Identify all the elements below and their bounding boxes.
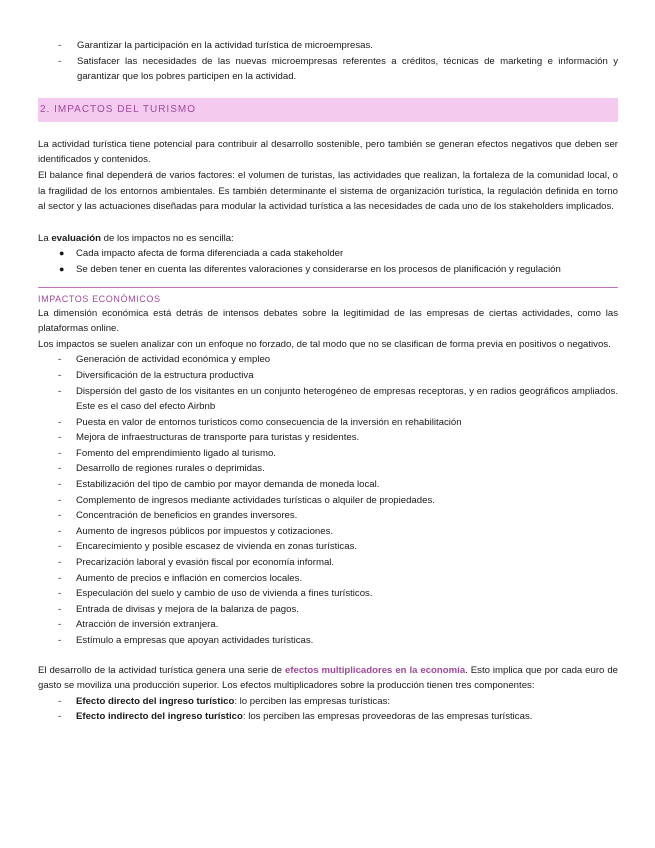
evaluation-intro: La evaluación de los impactos no es sencilla: — [38, 232, 234, 244]
list-item: - Concentración de beneficios en grandes inversores. — [58, 510, 298, 522]
list-item: - Aumento de precios e inflación en comercios locales. — [58, 572, 303, 584]
multiplier-paragraph: El desarrollo de la actividad turística genera una serie de efectos multiplicadores en la economía. Esto implica que por cada euro de gasto se moviliza una producción superior. Los efectos multiplicadores sobre la producción tienen tres componentes: — [38, 664, 618, 692]
intro-list — [38, 38, 618, 85]
dash-marker: - — [58, 55, 62, 67]
list-item: - Garantizar la participación en la actividad turística de microempresas. — [38, 38, 618, 54]
list-item: - Estabilización del tipo de cambio por mayor demanda de moneda local. — [58, 479, 380, 491]
list-item: - Diversificación de la estructura productiva — [58, 369, 254, 381]
economic-impacts-list — [38, 352, 618, 648]
paragraph: El balance final dependerá de varios factores: el volumen de turistas, las actividades que realizan, la fortaleza de la comunidad local, o la fragilidad de los entornos ambientales. Es también determinante el sistema de organización turística, la regulación definida en torno al sector y las actuaciones diseñadas para modular la actividad turística a las necesidades de cada uno de los stakeholders implicados. — [38, 169, 618, 213]
list-item: - Aumento de ingresos públicos por impuestos y cotizaciones. — [58, 525, 334, 537]
highlighted-term: efectos multiplicadores en la economía — [284, 664, 466, 676]
effects-list — [38, 694, 618, 725]
section-heading: 2. IMPACTOS DEL TURISMO — [38, 98, 618, 122]
list-item: - Estímulo a empresas que apoyan actividades turísticas. — [58, 635, 314, 646]
subsection-heading: IMPACTOS ECONÓMICOS — [38, 293, 161, 304]
paragraph: Los impactos se suelen analizar con un enfoque no forzado, de tal modo que no se clasifican de forma previa en positivos o negativos. — [38, 338, 611, 350]
list-item: - Efecto directo del ingreso turístico: lo perciben las empresas turísticas: — [58, 695, 391, 707]
list-item: - Complemento de ingresos mediante actividades turísticas o alquiler de propiedades. — [58, 494, 435, 506]
list-item: ● Cada impacto afecta de forma diferenciada a cada stakeholder — [38, 246, 618, 262]
list-item: - Especulación del suelo y cambio de uso de vivienda a fines turísticos. — [58, 588, 373, 600]
bullet-marker: ● — [59, 248, 65, 259]
evaluation-list — [38, 246, 618, 277]
paragraph: La dimensión económica está detrás de intensos debates sobre la legitimidad de las empresas de ciertas actividades, como las plataformas online. — [38, 307, 618, 335]
list-item: - Satisfacer las necesidades de las nuevas microempresas referentes a créditos, técnicas de marketing e información y garantizar que los pobres participen en la actividad. — [58, 55, 618, 83]
list-item: - Puesta en valor de entornos turísticos como consecuencia de la inversión en rehabilitación — [58, 416, 462, 428]
list-item: - Mejora de infraestructuras de transporte para turistas y residentes. — [58, 432, 360, 444]
list-item: - Atracción de inversión extranjera. — [58, 619, 219, 631]
list-item: - Encarecimiento y posible escasez de vivienda en zonas turísticas. — [58, 541, 358, 553]
dash-marker: - — [58, 40, 62, 51]
list-item: - Entrada de divisas y mejora de la balanza de pagos. — [58, 603, 299, 615]
list-item: - Dispersión del gasto de los visitantes en un conjunto heterogéneo de empresas receptoras, y en radios geográficos ampliados. Este es el caso del efecto Airbnb — [58, 385, 618, 413]
list-item: - Generación de actividad económica y empleo — [58, 354, 271, 366]
list-item: - Efecto indirecto del ingreso turístico: los perciben las empresas proveedoras de las empresas turísticas. — [58, 711, 533, 723]
list-item: - Desarrollo de regiones rurales o deprimidas. — [58, 463, 265, 475]
section-divider — [38, 287, 618, 288]
list-item: - Fomento del emprendimiento ligado al turismo. — [58, 447, 276, 459]
paragraph: La actividad turística tiene potencial para contribuir al desarrollo sostenible, pero también se generan efectos negativos que deben ser identificados y contenidos. — [38, 138, 618, 166]
list-item: ● Se deben tener en cuenta las diferentes valoraciones y considerarse en los procesos de planificación y regulación — [38, 262, 618, 278]
list-item: - Precarización laboral y evasión fiscal por economía informal. — [58, 557, 335, 569]
bullet-marker: ● — [59, 263, 65, 274]
